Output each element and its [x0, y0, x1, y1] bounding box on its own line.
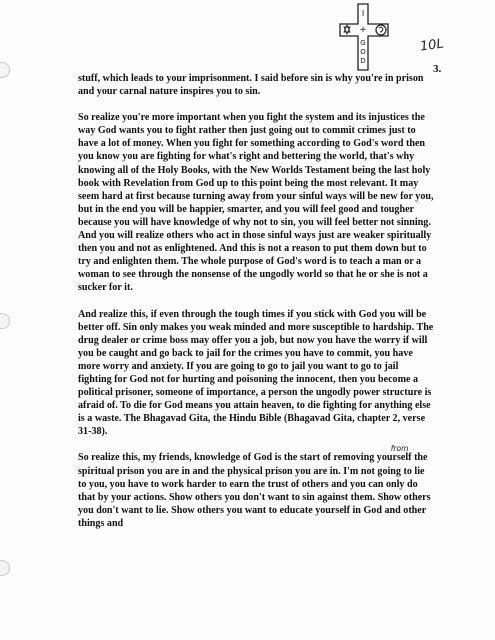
page-number: 3.: [433, 63, 442, 75]
paragraph: So realize you're more important when you fight the system and its injustices the way God wants you to fight rather then just going out to commit crimes just to have a lot of money. When you fight for something according to God's word then you know you are fighting for what's right and bettering the world, that's why knowing all of the Holy Books, with the New Worlds Testament being the last holy book with Revelation from God up to this point being the most relevant. It may seem hard at first because turning away from your sinful ways will be new for you, but in the end you will be happier, smarter, and you will feel good and tougher because you will have knowledge of why not to sin, you will feel better not sinning. And you will realize others who act in those sinful ways just are weaker spiritually then you and not as enlightened. And this is not a reason to put them down but to try and enlighten them. The whole purpose of God's word is to teach a man or a woman to see through the nonsense of the ungodly world so that he or she is not a sucker for it.: [78, 112, 434, 294]
paragraph: And realize this, if even through the tough times if you stick with God you will be better off. Sin only makes you weak minded and more susceptible to hardship. The drug dealer or crime boss may offer you a job, but now you have the worry if will you be caught and go back to jail for the crimes you have to commit, you have more worry and anxiety. If you are going to go to jail you want to go to jail fighting for God not for hurting and poisoning the innocent, then you become a political prisoner, someone of importance, a person the ungodly power structure is afraid of. To die for God means you attain heaven, to die fighting for anything else is a waste. The Bhagavad Gita, the Hindu Bible (Bhagavad Gita, chapter 2, verse 31-38).: [78, 308, 434, 438]
paragraph-with-correction: [78, 444, 434, 530]
punch-hole: [0, 560, 10, 576]
paragraph-text-before: So realize this, my friends, knowledge of God is the start of removing: [78, 452, 377, 464]
handwritten-correction: from: [390, 444, 409, 454]
punch-hole: [0, 313, 10, 329]
paragraph: stuff, which leads to your imprisonment. I said before sin is why you're in prison and your carnal nature inspires you to sin.: [78, 73, 424, 98]
svg-text:D: D: [360, 57, 366, 65]
paragraph-text-after: the spiritual prison you are in and the physical prison you are in. I'm not going to lie to you, you have to work harder to earn the trust of others and you can only do that by your actions. Show others you don't want to sin against them. Show others you don't want to lie. Show others you want to educate yourself in God and other things and: [78, 452, 431, 529]
cross-emblem-icon: [336, 2, 396, 72]
svg-text:O: O: [360, 48, 366, 56]
struck-word: yourself: [376, 452, 412, 464]
corrected-word: [376, 444, 412, 464]
document-body: [78, 72, 434, 543]
emblem-letter-top: I: [361, 9, 365, 18]
punch-hole: [0, 62, 10, 78]
handwritten-page-mark: 10L: [419, 36, 445, 55]
svg-text:G: G: [360, 39, 366, 47]
svg-text:+: +: [359, 25, 367, 35]
